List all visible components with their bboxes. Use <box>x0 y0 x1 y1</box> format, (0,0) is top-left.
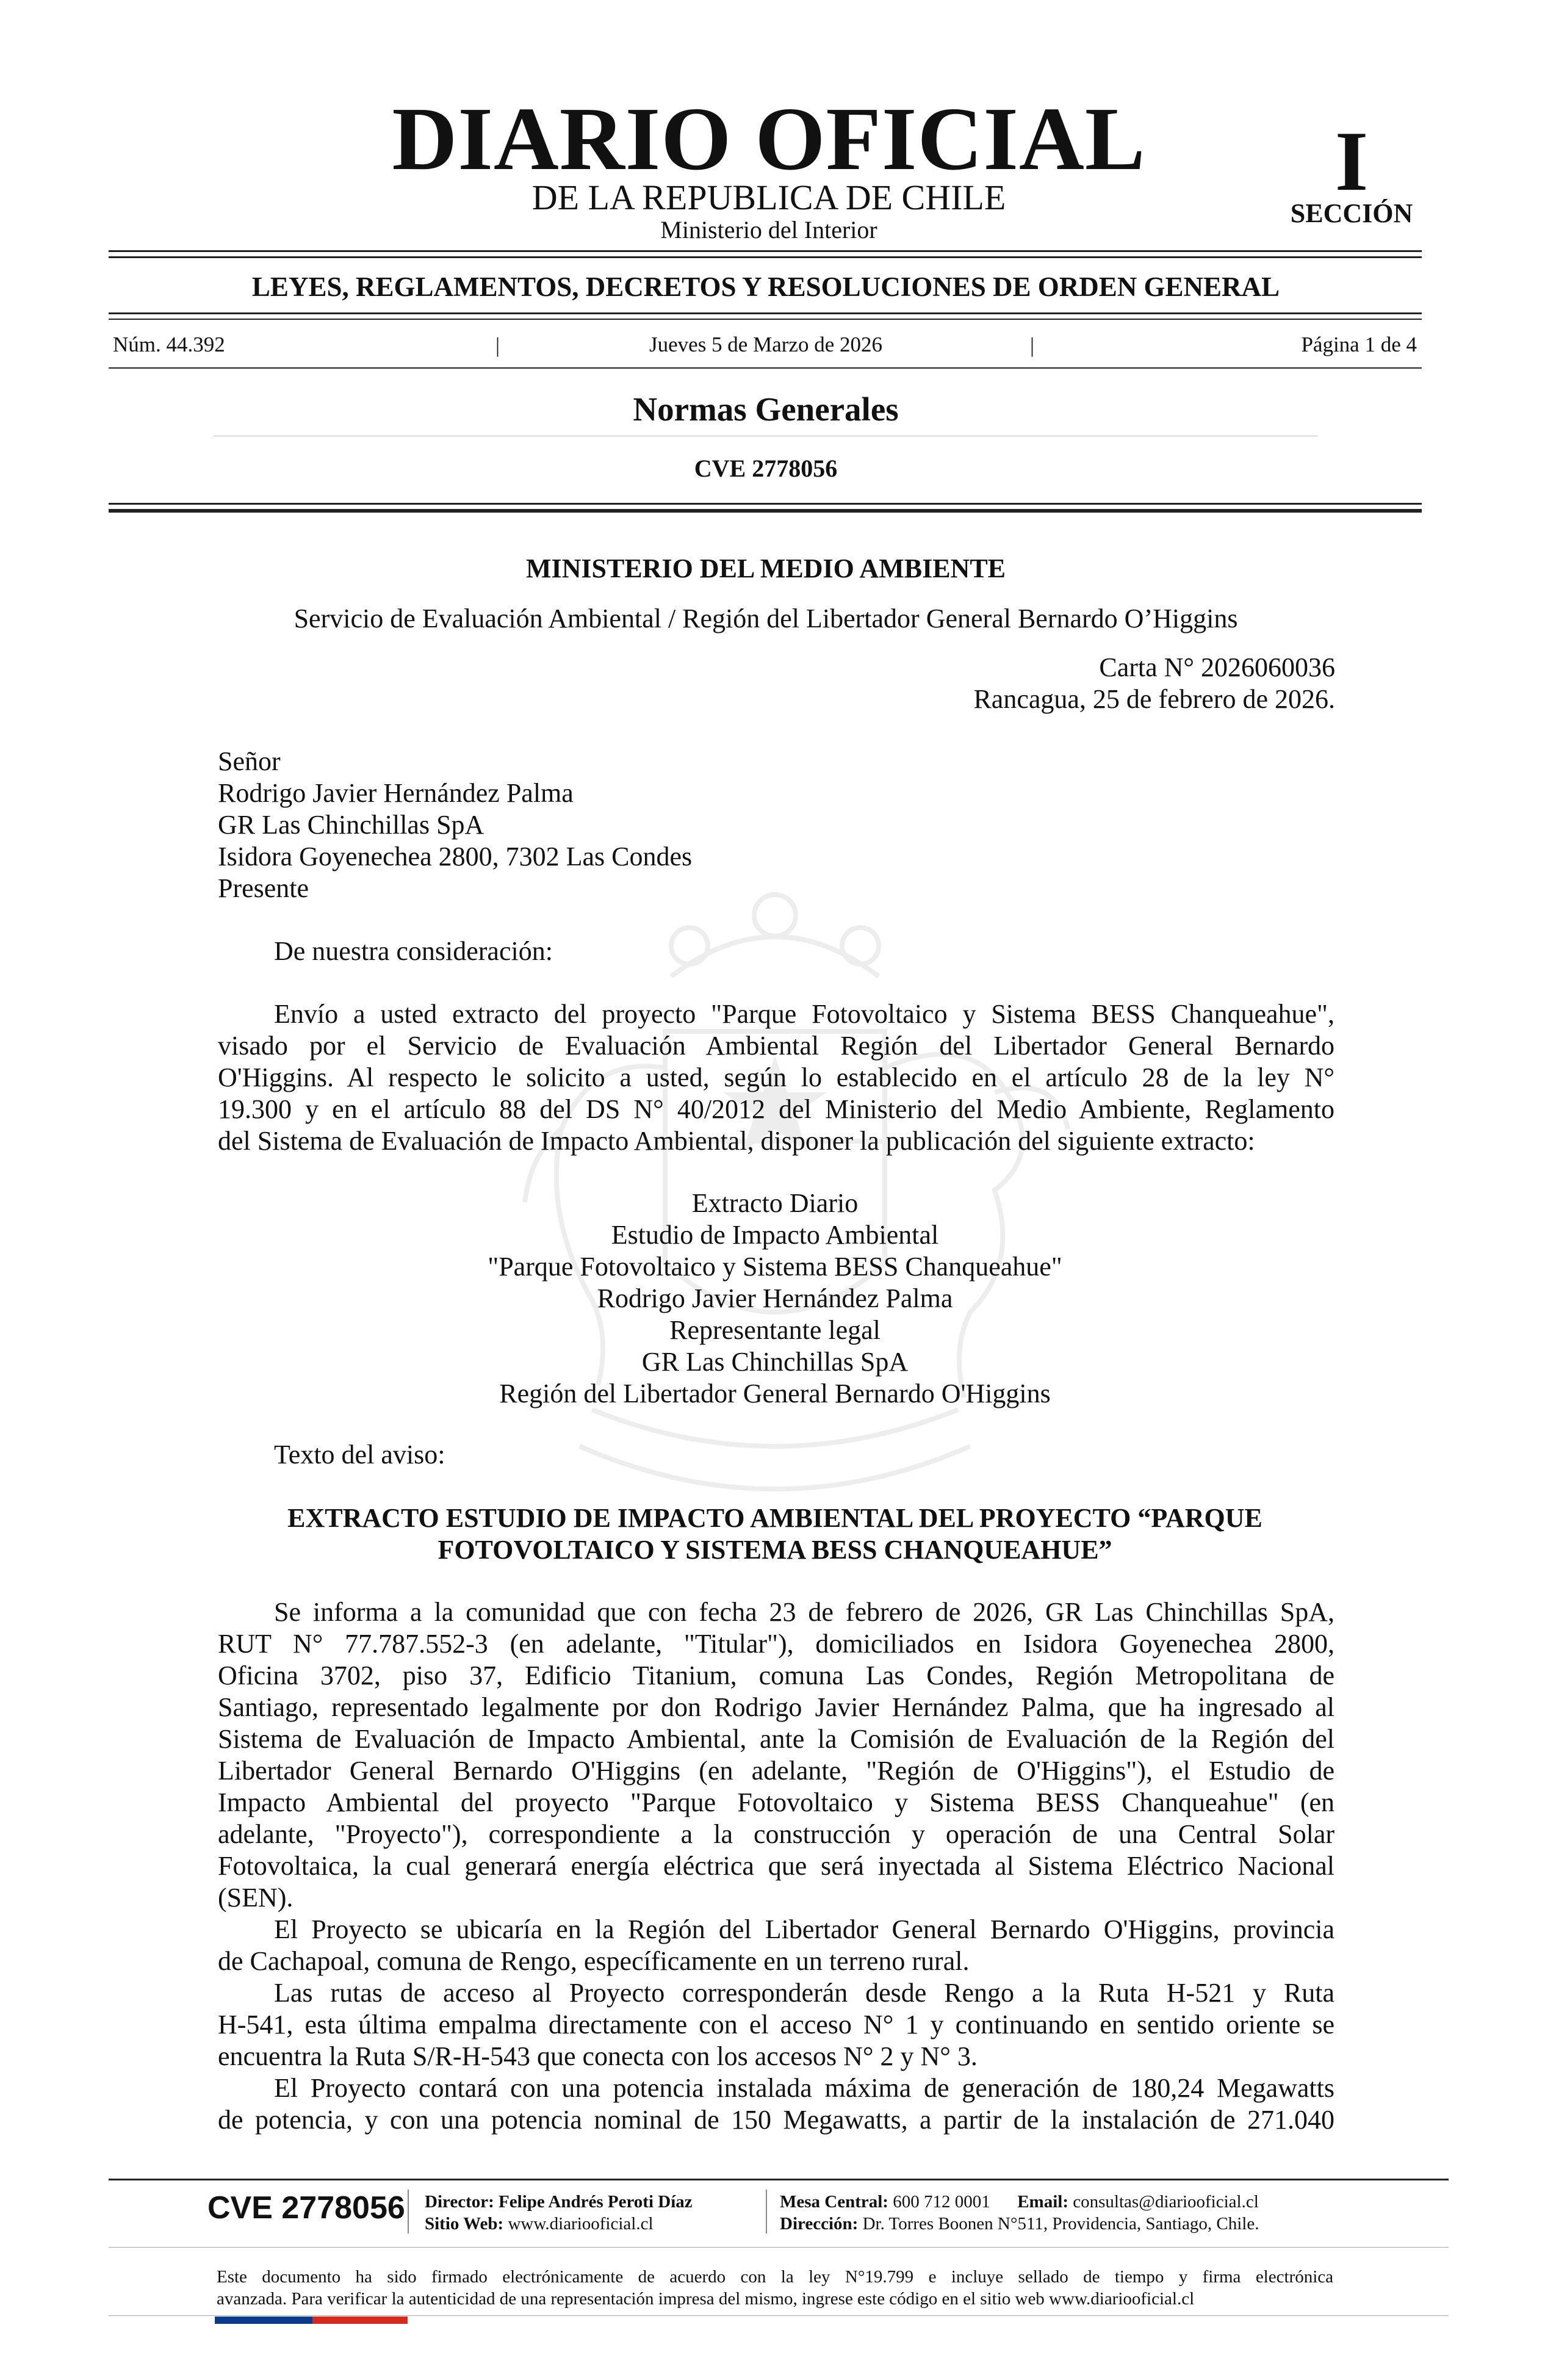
issue-bottom-rule <box>109 367 1422 369</box>
website-label: Sitio Web: <box>425 2214 504 2234</box>
footer-website <box>425 2213 654 2235</box>
address-text: Dr. Torres Boonen N°511, Providencia, Santiago, Chile. <box>862 2214 1259 2234</box>
director-label: Director: <box>425 2192 494 2212</box>
footer-director <box>425 2191 693 2213</box>
email-link[interactable]: consultas@diariooficial.cl <box>1073 2192 1259 2212</box>
paragraph-line: (SEN). <box>218 1883 294 1913</box>
paragraph-line: Libertador General Bernardo O'Higgins (en adelante, "Región de O'Higgins"), el Estudio de <box>218 1756 1334 1786</box>
section-number: I <box>1334 114 1369 209</box>
place-date: Rancagua, 25 de febrero de 2026. <box>973 684 1335 714</box>
greeting: De nuestra consideración: <box>274 936 553 966</box>
recipient-line: Rodrigo Javier Hernández Palma <box>218 778 574 808</box>
paragraph-line: Fotovoltaica, la cual generará energía eléctrica que será inyectada al Sistema Eléctrico Nacional <box>218 1851 1334 1881</box>
footer-notice <box>217 2266 1333 2310</box>
footer-divider-2 <box>766 2190 767 2234</box>
letter-reference <box>973 652 1335 715</box>
director-name: Felipe Andrés Peroti Díaz <box>499 2192 693 2212</box>
cve-rule <box>109 503 1422 505</box>
paragraph-line: Se informa a la comunidad que con fecha 23 de febrero de 2026, GR Las Chinchillas SpA, <box>274 1597 1334 1627</box>
extract-title <box>0 1502 1550 1566</box>
header-top-rule <box>109 250 1422 252</box>
notice-label: Texto del aviso: <box>274 1440 445 1469</box>
footer-cve: CVE 2778056 <box>207 2190 405 2226</box>
masthead-subtitle: DE LA REPUBLICA DE CHILE <box>531 178 1006 217</box>
masthead-ministry: Ministerio del Interior <box>660 216 877 243</box>
email-label: Email: <box>1017 2192 1068 2212</box>
extract-line: Extracto Diario <box>691 1188 859 1218</box>
recipient-line: Presente <box>218 873 309 903</box>
paragraph-line: de Cachapoal, comuna de Rengo, específicamente en un terreno rural. <box>218 1946 970 1976</box>
separator: | <box>1030 333 1035 357</box>
extract-line: GR Las Chinchillas SpA <box>641 1347 909 1377</box>
phone-label: Mesa Central: <box>780 2192 888 2212</box>
footer-address <box>780 2213 1259 2235</box>
paragraph-line: Santiago, representado legalmente por don Rodrigo Javier Hernández Palma, que ha ingresado al <box>218 1692 1334 1722</box>
paragraph-line: del Sistema de Evaluación de Impacto Ambiental, disponer la publicación del siguiente extracto: <box>218 1126 1255 1156</box>
reference-number: Carta N° 2026060036 <box>1099 652 1335 682</box>
paragraph-line: Oficina 3702, piso 37, Edificio Titanium, comuna Las Condes, Región Metropolitana de <box>218 1661 1334 1690</box>
footer-top-rule <box>109 2179 1449 2180</box>
recipient-line: GR Las Chinchillas SpA <box>218 810 484 840</box>
footer-bottom-rule <box>109 2315 1449 2316</box>
footer-contact <box>780 2191 1259 2213</box>
paragraph-line: visado por el Servicio de Evaluación Ambiental Región del Libertador General Bernardo <box>218 1031 1334 1061</box>
intro-paragraph <box>218 998 1334 1157</box>
page-number: Página 1 de 4 <box>1301 333 1417 356</box>
category-title: Normas Generales <box>633 391 899 428</box>
paragraph-line: Las rutas de acceso al Proyecto corresponderán desde Rengo a la Ruta H-521 y Ruta <box>274 1978 1334 2008</box>
cve-header: CVE 2778056 <box>694 455 838 482</box>
header-top-rule-2 <box>109 256 1422 258</box>
paragraph-line: RUT N° 77.787.552-3 (en adelante, "Titular"), domiciliados en Isidora Goyenechea 2800, <box>218 1629 1334 1659</box>
extract-line: Estudio de Impacto Ambiental <box>611 1220 939 1250</box>
issue-number: Núm. 44.392 <box>113 333 225 356</box>
paragraph-line: Sistema de Evaluación de Impacto Ambiental, ante la Comisión de Evaluación de la Región del <box>218 1724 1334 1754</box>
service-line: Servicio de Evaluación Ambiental / Región del Libertador General Bernardo O’Higgins <box>294 604 1238 633</box>
recipient-line: Isidora Goyenechea 2800, 7302 Las Condes <box>218 842 693 871</box>
masthead-title: DIARIO OFICIAL <box>392 89 1146 189</box>
notice-line: avanzada. Para verificar la autenticidad de una representación impresa del mismo, ingrese este código en el sitio web www.diariooficial.cl <box>217 2289 1195 2309</box>
extract-line: Rodrigo Javier Hernández Palma <box>597 1283 953 1313</box>
extract-line: Región del Libertador General Bernardo O'Higgins <box>499 1379 1051 1408</box>
paragraph-line: adelante, "Proyecto"), correspondiente a la construcción y operación de una Central Solar <box>218 1819 1334 1849</box>
flag-stripe-blue <box>215 2317 312 2324</box>
separator: | <box>495 333 500 357</box>
website-link[interactable]: www.diariooficial.cl <box>508 2214 654 2234</box>
phone-number: 600 712 0001 <box>893 2192 990 2212</box>
paragraph-line: 19.300 y en el artículo 88 del DS N° 40/2012 del Ministerio del Medio Ambiente, Reglamento <box>218 1094 1334 1124</box>
paragraph-line: de potencia, y con una potencia nominal de 150 Megawatts, a partir de la instalación de 271.040 <box>218 2105 1334 2135</box>
paragraph-line: encuentra la Ruta S/R-H-543 que conecta con los accesos N° 2 y N° 3. <box>218 2041 978 2071</box>
paragraph-line: O'Higgins. Al respecto le solicito a usted, según lo establecido en el artículo 28 de la ley N° <box>218 1062 1334 1092</box>
laws-bottom-rule-2 <box>109 319 1422 320</box>
paragraph-line: El Proyecto se ubicaría en la Región del Libertador General Bernardo O'Higgins, provincia <box>274 1914 1334 1944</box>
flag-stripe-red <box>312 2317 408 2324</box>
paragraph-line: H-541, esta última empalma directamente con el acceso N° 1 y continuando en sentido oriente se <box>218 2010 1334 2039</box>
paragraph-line: Impacto Ambiental del proyecto "Parque Fotovoltaico y Sistema BESS Chanqueahue" (en <box>218 1787 1334 1817</box>
paragraph-1 <box>218 1596 1334 2136</box>
extract-line: Representante legal <box>669 1315 881 1345</box>
section-label: SECCIÓN <box>1290 198 1413 228</box>
extract-title-line: FOTOVOLTAICO Y SISTEMA BESS CHANQUEAHUE” <box>438 1535 1112 1565</box>
recipient-block <box>218 746 1334 904</box>
laws-bottom-rule <box>109 312 1422 314</box>
footer-mid-rule <box>109 2247 1449 2248</box>
footer-divider <box>408 2190 409 2234</box>
issue-date: Jueves 5 de Marzo de 2026 <box>649 333 882 356</box>
extract-title-line: EXTRACTO ESTUDIO DE IMPACTO AMBIENTAL DEL PROYECTO “PARQUE <box>287 1503 1262 1533</box>
address-label: Dirección: <box>780 2214 859 2234</box>
recipient-line: Señor <box>218 746 281 776</box>
extract-line: "Parque Fotovoltaico y Sistema BESS Chanqueahue" <box>488 1252 1062 1282</box>
extract-block <box>0 1188 1550 1410</box>
notice-line: Este documento ha sido firmado electrónicamente de acuerdo con la ley N°19.799 e incluye sellado de tiempo y firma electrónica <box>217 2267 1333 2287</box>
laws-title: LEYES, REGLAMENTOS, DECRETOS Y RESOLUCIONES DE ORDEN GENERAL <box>251 272 1280 302</box>
ministry-heading: MINISTERIO DEL MEDIO AMBIENTE <box>525 554 1006 583</box>
cve-rule-2 <box>109 509 1422 513</box>
paragraph-line: El Proyecto contará con una potencia instalada máxima de generación de 180,24 Megawatts <box>274 2073 1334 2103</box>
paragraph-line: Envío a usted extracto del proyecto "Parque Fotovoltaico y Sistema BESS Chanqueahue", <box>274 999 1334 1029</box>
